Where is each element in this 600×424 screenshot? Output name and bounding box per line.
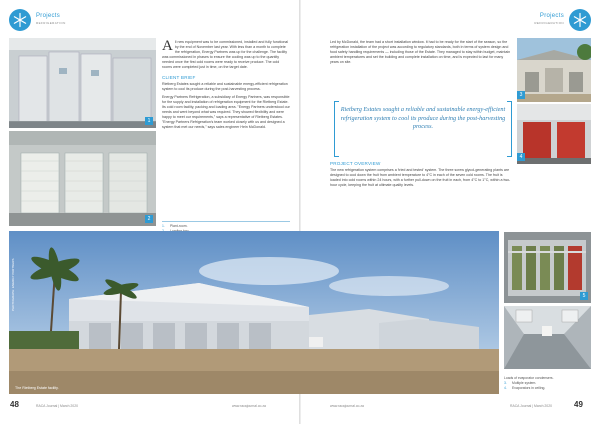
col3-paragraph: Led by McDonald, the team had a short installation window. It had to be ready for the start of the season, so the refrigeration installation of the project was according to regulatory standards, both in terms of system design and food safety handling requirements — including those of the Estate. They managed to stay within budget, maintain ambient temperatures and set the building and complete installation on time, and is expected to last for many years on site.: [330, 40, 511, 65]
overview-heading: PROJECT OVERVIEW: [330, 161, 381, 166]
photo-plant-room: [9, 38, 156, 128]
pull-quote: [334, 101, 512, 157]
header-right-subtitle: REFRIGERATION: [534, 21, 564, 25]
overview-paragraph: The new refrigeration system comprises a 'tried and tested' system. The three screw glycol-generating plants are designed to cool down the fruit from ambient temperature to 4°C in each of the seven cold rooms. The fruit is loaded into cold rooms within 24 hours, with a further pull-down on the fruit in each, from 4°C to 1°C, within a two-hour cycle, keeping the fruit at ultimate quality levels.: [330, 168, 511, 188]
photo-dock-doors: [517, 104, 591, 164]
caption-item: 3. Multiple system.: [504, 381, 537, 386]
photo-credit: PHOTOGRAPH: ENERGY PARTNERS: [11, 258, 15, 311]
snowflake-icon: [569, 9, 591, 31]
page-number-left: 48: [10, 400, 19, 409]
photo-evaporators-ceiling: [504, 306, 591, 369]
main-photo-caption: The Rietberg Estate facility.: [15, 386, 59, 390]
article-column-right-top: [330, 40, 512, 68]
header-left-subtitle: REFRIGERATION: [36, 21, 66, 25]
caption-item: 1. Plant-room.: [162, 224, 188, 228]
brief-paragraph-2: Energy Partners Refrigeration, a subsidiary of Energy Partners, was responsible for the supply and installation of refrigeration equipment for the Rietberg Estate. Its cold room facility, packing and loading area. "Energy Partners understood our needs and went beyond what was required. They showed flexibility and were happy to meet our requirements," says a representative of Rietberg Estates. "Energy Partners Refrigeration's team worked closely with us and designed a system that met our needs," says sales engineer Hein McDonald.: [162, 94, 290, 130]
footer-mag-left: RACA Journal | March 2020: [36, 404, 78, 408]
header-left-title: Projects: [36, 13, 61, 19]
drop-cap: A: [162, 38, 173, 54]
photo-equipment: [504, 232, 591, 303]
footer-url-left: www.racajournal.co.za: [232, 404, 266, 408]
intro-paragraph: ll new equipment was to be commissioned, installed and fully functional by the end of November last year. With less than a month to complete the refrigeration, Energy Partners was up for the challenge. The facility was commissioned in phases to ensure the cooling was up to the quantity needed once the first cold rooms were ready to receive produce. The cold rooms were completed just in time, on the target date.: [162, 40, 289, 70]
snowflake-icon: [9, 9, 31, 31]
photo-number-badge: 1: [145, 117, 153, 125]
photo-number-badge: 5: [580, 292, 588, 300]
photo-loading-bay: [9, 131, 156, 226]
brief-paragraph-1: Rietberg Estates sought a reliable and sustainable energy-efficient refrigeration system to cool its produce during the post-harvesting process.: [162, 81, 288, 91]
project-overview: [330, 161, 512, 191]
pull-quote-text: Rietberg Estates sought a reliable and sustainable energy-efficient refrigeration system to cool its produce during the post-harvesting process.: [340, 106, 506, 131]
photo-number-badge: 2: [145, 215, 153, 223]
article-column-left: [162, 40, 290, 134]
client-brief-heading: CLIENT BRIEF: [162, 74, 196, 80]
photo-number-badge: 3: [517, 91, 525, 99]
footer-mag-right: RACA Journal | March 2020: [510, 404, 552, 408]
quote-bracket-right: [507, 101, 512, 157]
captions-right: [504, 376, 591, 392]
header-left: [9, 9, 66, 31]
footer-url-right: www.racajournal.co.za: [330, 404, 364, 408]
photo-number-badge: 4: [517, 153, 525, 161]
header-right: [534, 9, 591, 31]
photo-rietberg-estate-facility: [9, 231, 499, 394]
photo-building-exterior: [517, 38, 591, 102]
header-right-title: Projects: [539, 13, 564, 19]
caption-item: 4. Evaporators in ceiling.: [504, 386, 546, 391]
quote-bracket-left: [334, 101, 339, 157]
page-number-right: 49: [574, 400, 583, 409]
caption-item: Loads of evaporator condensers.: [504, 376, 554, 380]
